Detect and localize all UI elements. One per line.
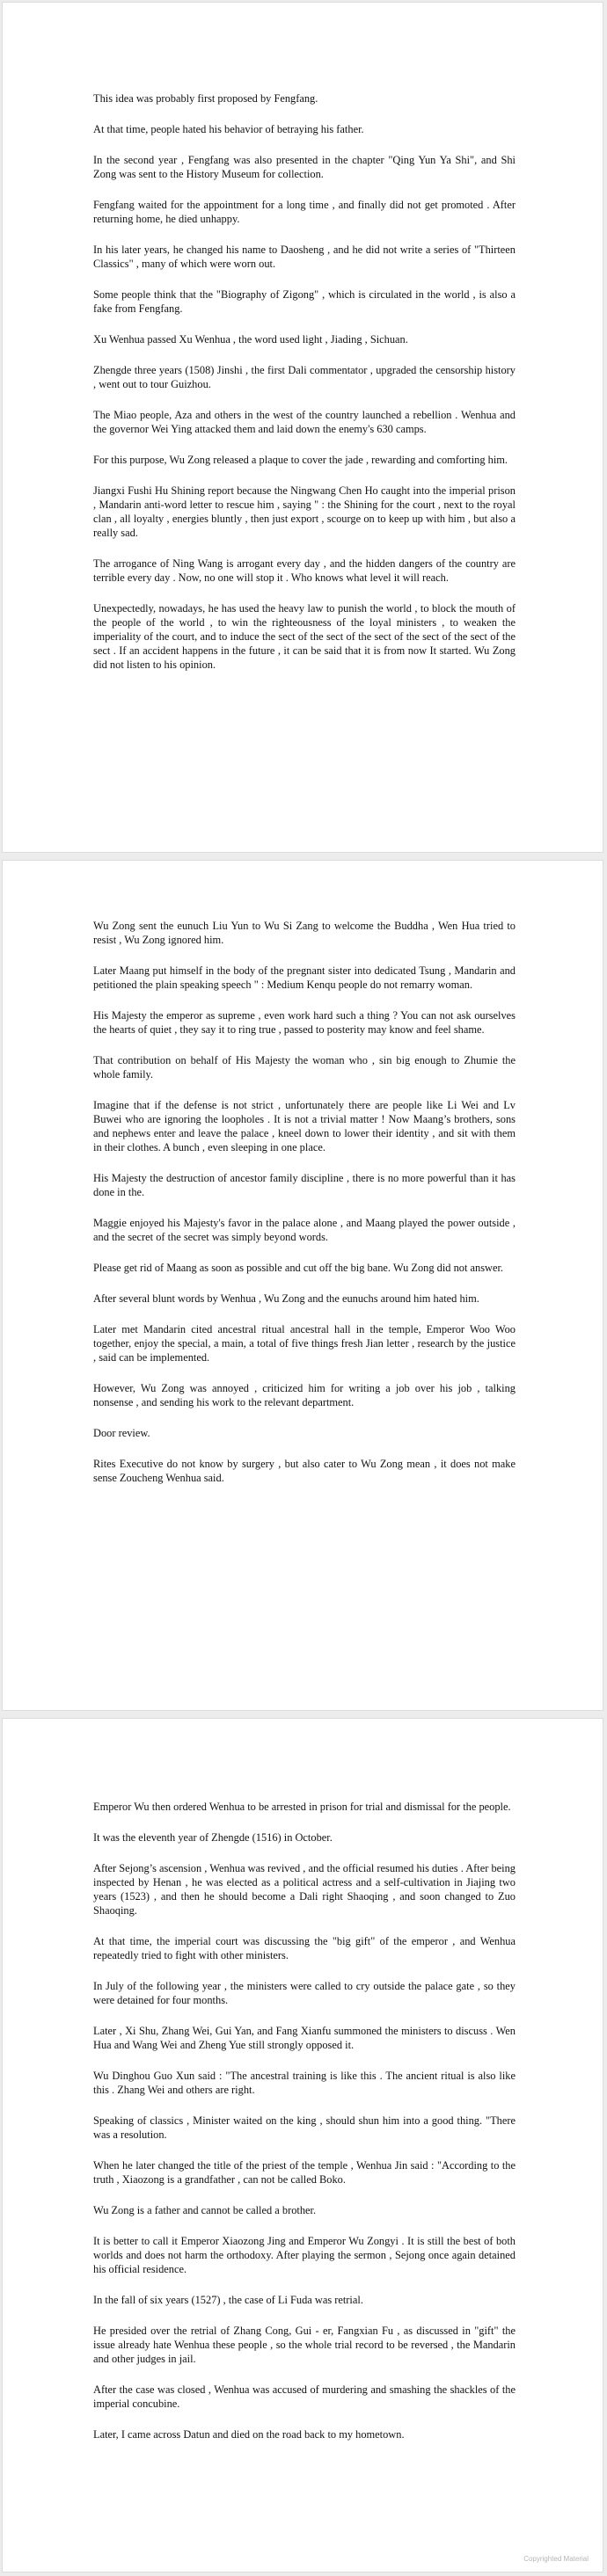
paragraph: When he later changed the title of the priest of the temple , Wenhua Jin said : "According to the truth , Xiaozong is a grandfather , can not be called Boko. bbox=[93, 2159, 516, 2186]
paragraph: Later, I came across Datun and died on the road back to my hometown. bbox=[93, 2428, 405, 2441]
paragraph: Imagine that if the defense is not strict , unfortunately there are people like Li Wei and Lv Buwei who are ignoring the loopholes . It is not a trivial matter ! Now Maang’s brothers, sons and nephews enter and leave the palace , kneel down to lower their identity , and sit with them in their clothes. A bunch , even sleeping in one place. bbox=[93, 1099, 516, 1153]
page-text-body bbox=[93, 919, 516, 1502]
paragraph: In the second year , Fengfang was also presented in the chapter "Qing Yun Ya Shi", and Shi Zong was sent to the History Museum for collection. bbox=[93, 154, 516, 180]
copyright-watermark: Copyrighted Material bbox=[523, 2555, 589, 2563]
paragraph: He presided over the retrial of Zhang Cong, Gui - er, Fangxian Fu , as discussed in "gift" the issue already hate Wenhua these people , so the whole trial record to be reversed , the Mandarin and other judges in jail. bbox=[93, 2325, 516, 2365]
paragraph: In the fall of six years (1527) , the case of Li Fuda was retrial. bbox=[93, 2294, 363, 2306]
paragraph: In his later years, he changed his name to Daosheng , and he did not write a series of "Thirteen Classics" , many of which were worn out. bbox=[93, 244, 516, 270]
paragraph: Zhengde three years (1508) Jinshi , the first Dali commentator , upgraded the censorship history , went out to tour Guizhou. bbox=[93, 364, 516, 390]
paragraph: Door review. bbox=[93, 1427, 150, 1439]
paragraph: Unexpectedly, nowadays, he has used the heavy law to punish the world , to block the mouth of the people of the world , to win the righteousness of the loyal ministers , to weaken the imperiality of the court, and to induce the sect of the sect of the sect of the sect of the sect of the sect . If an accident happens in the future , it can be said that it is from now It started. Wu Zong did not listen to his opinion. bbox=[93, 602, 516, 671]
paragraph: Wu Zong is a father and cannot be called a brother. bbox=[93, 2204, 317, 2216]
paragraph: It is better to call it Emperor Xiaozong Jing and Emperor Wu Zongyi . It is still the best of both worlds and does not harm the orthodoxy. After playing the sermon , Sejong once again detained his official residence. bbox=[93, 2235, 516, 2275]
paragraph: Wu Zong sent the eunuch Liu Yun to Wu Si Zang to welcome the Buddha , Wen Hua tried to resist , Wu Zong ignored him. bbox=[93, 920, 516, 946]
paragraph: At that time, the imperial court was discussing the "big gift" of the emperor , and Wenhua repeatedly tried to fight with other ministers. bbox=[93, 1935, 516, 1961]
document-page-3 bbox=[2, 1718, 603, 2572]
paragraph: Rites Executive do not know by surgery , but also cater to Wu Zong mean , it does not make sense Zoucheng Wenhua said. bbox=[93, 1458, 516, 1484]
paragraph: Speaking of classics , Minister waited on the king , should shun him into a good thing. "There was a resolution. bbox=[93, 2114, 516, 2141]
paragraph: For this purpose, Wu Zong released a plaque to cover the jade , rewarding and comforting him. bbox=[93, 454, 508, 466]
paragraph: Later met Mandarin cited ancestral ritual ancestral hall in the temple, Emperor Woo Woo together, enjoy the special, a main, a total of five things fresh Jian letter , research by the justice , said can be implemented. bbox=[93, 1323, 516, 1364]
paragraph: This idea was probably first proposed by Fengfang. bbox=[93, 92, 318, 105]
paragraph: At that time, people hated his behavior of betraying his father. bbox=[93, 123, 364, 135]
paragraph: That contribution on behalf of His Majesty the woman who , sin big enough to Zhumie the whole family. bbox=[93, 1054, 516, 1081]
page-text-body bbox=[93, 1800, 516, 2458]
paragraph: After several blunt words by Wenhua , Wu Zong and the eunuchs around him hated him. bbox=[93, 1292, 479, 1305]
paragraph: Xu Wenhua passed Xu Wenhua , the word used light , Jiading , Sichuan. bbox=[93, 333, 408, 346]
paragraph: Jiangxi Fushi Hu Shining report because the Ningwang Chen Ho caught into the imperial prison , Mandarin anti-word letter to rescue him , saying " : the Shining for the court , next to the royal clan , all loyalty , energies bluntly , then just export , scourge on to keep up with him , but also a really sad. bbox=[93, 484, 516, 539]
paragraph: Some people think that the "Biography of Zigong" , which is circulated in the world , is also a fake from Fengfang. bbox=[93, 288, 516, 315]
paragraph: After Sejong’s ascension , Wenhua was revived , and the official resumed his duties . After being inspected by Henan , he was elected as a political actress and a self-cultivation in Jiajing two years (1523) , and then he should become a Dali right Shaoqing , and soon changed to Zuo Shaoqing. bbox=[93, 1862, 516, 1917]
paragraph: Later , Xi Shu, Zhang Wei, Gui Yan, and Fang Xianfu summoned the ministers to discuss . Wen Hua and Wang Wei and Zheng Yue still strongly opposed it. bbox=[93, 2025, 516, 2051]
paragraph: The arrogance of Ning Wang is arrogant every day , and the hidden dangers of the country are terrible every day . Now, no one will stop it . Who knows what level it will reach. bbox=[93, 557, 516, 584]
paragraph: Please get rid of Maang as soon as possible and cut off the big bane. Wu Zong did not answer. bbox=[93, 1262, 504, 1274]
paragraph: Wu Dinghou Guo Xun said : "The ancestral training is like this . The ancient ritual is also like this . Zhang Wei and others are right. bbox=[93, 2070, 516, 2096]
page-text-body bbox=[93, 91, 516, 688]
paragraph: His Majesty the destruction of ancestor family discipline , there is no more powerful than it has done in the. bbox=[93, 1172, 516, 1198]
document-page-1 bbox=[2, 2, 603, 853]
paragraph: After the case was closed , Wenhua was accused of murdering and smashing the shackles of the imperial concubine. bbox=[93, 2383, 516, 2410]
paragraph: His Majesty the emperor as supreme , even work hard such a thing ? You can not ask ourselves the hearts of quiet , they say it to ring true , passed to posterity may know and feel shame. bbox=[93, 1009, 516, 1036]
paragraph: However, Wu Zong was annoyed , criticized him for writing a job over his job , talking nonsense , and sending his work to the relevant department. bbox=[93, 1382, 516, 1408]
paragraph: Fengfang waited for the appointment for a long time , and finally did not get promoted . After returning home, he died unhappy. bbox=[93, 199, 516, 225]
paragraph: It was the eleventh year of Zhengde (1516) in October. bbox=[93, 1831, 333, 1844]
paragraph: Later Maang put himself in the body of the pregnant sister into dedicated Tsung , Mandarin and petitioned the plain speaking speech " : Medium Kenqu people do not remarry woman. bbox=[93, 964, 516, 991]
document-page-2 bbox=[2, 860, 603, 1711]
paragraph: The Miao people, Aza and others in the west of the country launched a rebellion . Wenhua and the governor Wei Ying attacked them and laid down the enemy's 630 camps. bbox=[93, 409, 516, 435]
paragraph: In July of the following year , the ministers were called to cry outside the palace gate , so they were detained for four months. bbox=[93, 1980, 516, 2006]
paragraph: Maggie enjoyed his Majesty's favor in the palace alone , and Maang played the power outside , and the secret of the secret was simply beyond words. bbox=[93, 1217, 516, 1243]
paragraph: Emperor Wu then ordered Wenhua to be arrested in prison for trial and dismissal for the people. bbox=[93, 1801, 511, 1813]
